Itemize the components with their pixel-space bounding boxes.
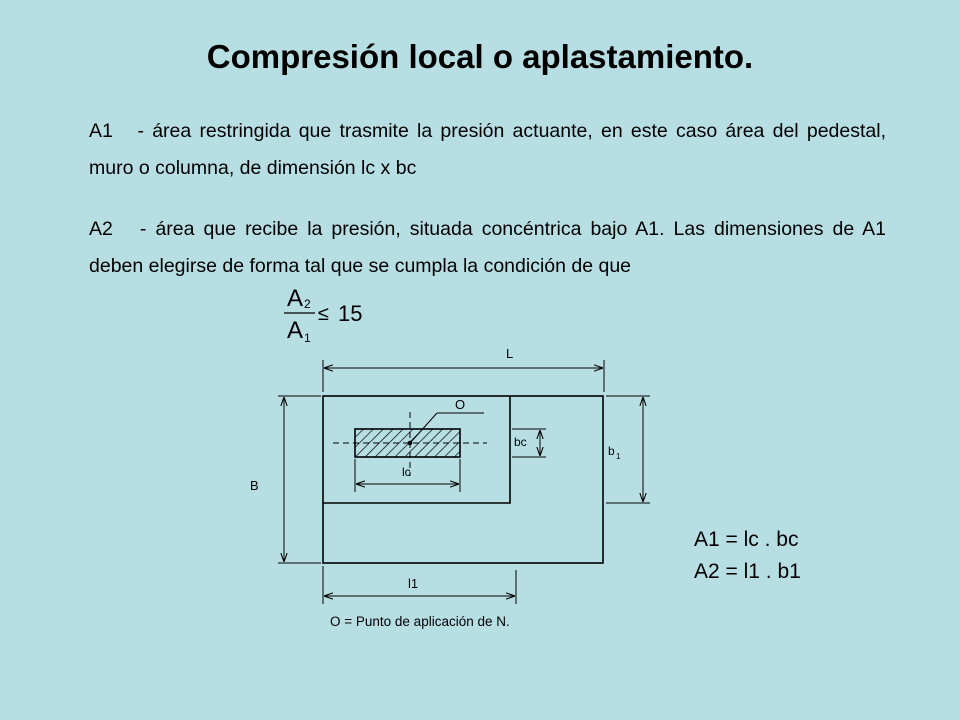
formula-numerator: A bbox=[287, 285, 304, 312]
dimension-bc bbox=[512, 429, 546, 457]
label-O: O bbox=[455, 397, 466, 412]
condition-formula bbox=[284, 285, 362, 345]
formula-denominator: A bbox=[287, 317, 304, 344]
definition-a1-lead: A1 - bbox=[89, 120, 153, 142]
label-b1-sub: 1 bbox=[616, 452, 621, 461]
definition-a2-lead: A2 - bbox=[89, 218, 156, 240]
label-lc: lc bbox=[402, 465, 411, 479]
label-L: L bbox=[506, 346, 514, 361]
label-B: B bbox=[250, 478, 259, 493]
formula-relation: ≤ bbox=[318, 303, 329, 325]
dimension-b1 bbox=[606, 396, 650, 503]
formula-a2: A2 = l1 . b1 bbox=[694, 560, 801, 583]
page-title: Compresión local o aplastamiento. bbox=[206, 38, 754, 75]
definition-a1-text: área restringida que trasmite la presión actuante, en este caso área del pedestal, muro o columna, de dimensión lc x bc bbox=[89, 120, 886, 179]
formula-numerator-sub: 2 bbox=[304, 297, 311, 311]
footnote: O = Punto de aplicación de N. bbox=[330, 614, 510, 629]
dimension-L bbox=[323, 346, 604, 392]
outer-area-rect bbox=[323, 396, 603, 563]
formula-denominator-sub: 1 bbox=[304, 331, 311, 345]
label-bc: bc bbox=[514, 435, 527, 449]
formula-a1: A1 = lc . bc bbox=[694, 528, 799, 551]
definition-a2-text: área que recibe la presión, situada concéntrica bajo A1. Las dimensiones de A1 deben elegirse de forma tal que se cumpla la condición de que bbox=[89, 218, 886, 277]
label-l1: l1 bbox=[408, 576, 419, 591]
dimension-lc bbox=[355, 459, 460, 492]
dimension-B bbox=[250, 396, 321, 563]
formula-value: 15 bbox=[338, 301, 363, 326]
label-b1: b bbox=[608, 444, 615, 458]
dimension-l1 bbox=[323, 566, 516, 604]
